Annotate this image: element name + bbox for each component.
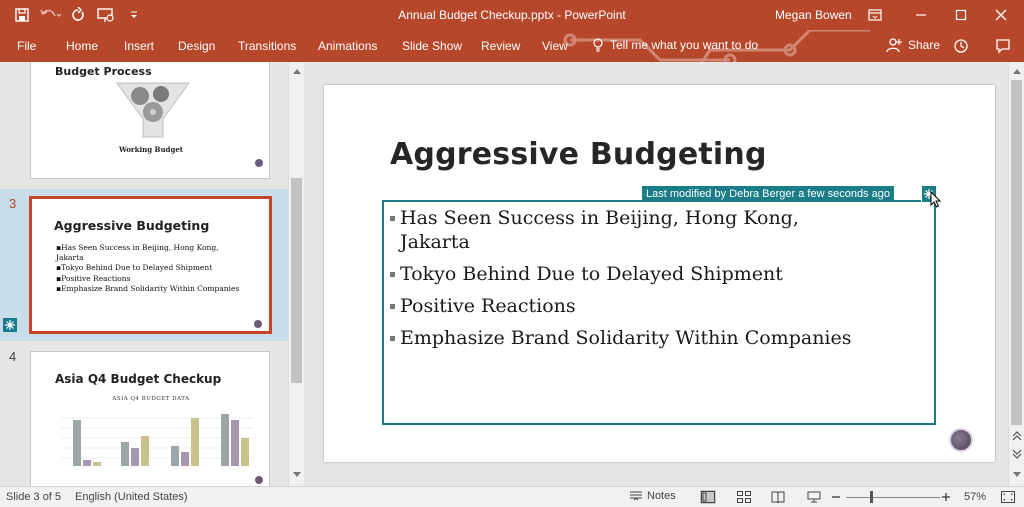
bullet-list [390, 206, 930, 358]
user-name[interactable]: Megan Bowen [775, 8, 852, 22]
bullet-item[interactable]: Tokyo Behind Due to Delayed Shipment [390, 262, 930, 286]
tab-slide-show[interactable]: Slide Show [402, 39, 463, 53]
slide-show-view-button[interactable] [806, 490, 822, 504]
thumbnail-chart-title: ASIA Q4 BUDGET DATA [112, 396, 190, 402]
title-bar [0, 0, 1024, 30]
bullet-textbox[interactable] [382, 200, 936, 425]
thumbnail-title: Budget Process [55, 65, 152, 78]
thumbnail-bullets [56, 243, 266, 294]
scroll-down-arrow[interactable] [289, 468, 304, 482]
save-button[interactable] [10, 5, 34, 25]
fit-to-window-icon [1001, 491, 1015, 503]
slide-thumbnail-3[interactable] [29, 196, 272, 334]
zoom-slider-track[interactable] [846, 497, 940, 498]
scroll-up-arrow[interactable] [289, 64, 304, 78]
status-bar [0, 486, 1024, 507]
slide-editor [304, 62, 1008, 486]
next-slide-button[interactable] [1009, 447, 1024, 461]
thumbnail-badge [255, 476, 263, 484]
maximize-icon [955, 9, 967, 21]
chevron-down-icon [293, 472, 301, 478]
undo-icon [39, 7, 61, 23]
chevron-down-icon [129, 10, 139, 20]
activity-history-button[interactable] [950, 36, 972, 56]
double-chevron-down-icon [1012, 449, 1022, 459]
slide-counter: Slide 3 of 5 [6, 491, 62, 503]
thumbnail-bar-chart [53, 408, 253, 468]
zoom-in-button[interactable] [938, 490, 954, 504]
bullet-item[interactable]: Positive Reactions [390, 294, 930, 318]
thumbnail-bullet: ▪Emphasize Brand Solidarity Within Companies [56, 283, 240, 293]
slideshow-view-icon [807, 491, 821, 503]
lightbulb-icon [592, 38, 604, 52]
slide-sorter-button[interactable] [736, 490, 752, 504]
slide-logo-badge [949, 428, 973, 452]
coauthor-modified-tag: Last modified by Debra Berger a few seconds ago [642, 186, 894, 202]
comments-button[interactable] [992, 36, 1014, 56]
editor-scrollbar[interactable] [1008, 62, 1024, 486]
bullet-item[interactable]: Emphasize Brand Solidarity Within Companies [390, 326, 930, 350]
tab-home[interactable]: Home [66, 39, 99, 53]
person-icon [886, 37, 902, 53]
notes-button[interactable] [630, 490, 676, 502]
scrollbar-thumb[interactable] [1011, 80, 1022, 425]
thumbnail-bullet: ▪Tokyo Behind Due to Delayed Shipment [56, 263, 213, 273]
tab-transitions[interactable]: Transitions [238, 39, 297, 53]
zoom-out-button[interactable] [828, 490, 844, 504]
funnel-caption: Working Budget [118, 145, 184, 154]
language-indicator[interactable]: English (United States) [75, 491, 188, 503]
slideshow-icon [97, 7, 115, 23]
tell-me-search[interactable] [592, 38, 758, 52]
comment-indicator[interactable] [3, 318, 17, 332]
funnel-diagram [113, 79, 193, 145]
thumbnail-badge [254, 320, 262, 328]
chevron-down-icon [1013, 472, 1021, 478]
tell-me-label: Tell me what you want to do [610, 38, 759, 52]
comment-icon [995, 38, 1011, 54]
redo-button[interactable] [66, 5, 90, 25]
mouse-pointer-icon [930, 191, 942, 209]
undo-button[interactable] [38, 5, 62, 25]
fit-to-window-button[interactable] [1000, 490, 1016, 504]
chevron-up-icon [293, 68, 301, 74]
scrollbar-thumb[interactable] [291, 178, 302, 383]
previous-slide-button[interactable] [1009, 429, 1024, 443]
window-title: Annual Budget Checkup.pptx - PowerPoint [398, 8, 626, 22]
save-icon [14, 7, 30, 23]
zoom-level[interactable]: 57% [964, 491, 987, 503]
redo-icon [70, 7, 86, 23]
slide-canvas[interactable] [324, 85, 995, 462]
tab-file[interactable]: File [17, 39, 37, 53]
thumbnail-bullet: ▪Positive Reactions [56, 273, 131, 283]
double-chevron-up-icon [1012, 431, 1022, 441]
history-icon [953, 38, 969, 54]
zoom-slider-thumb[interactable] [870, 491, 873, 503]
normal-view-button[interactable] [700, 490, 716, 504]
thumbnail-badge [255, 159, 263, 167]
ribbon-display-options-button[interactable] [852, 0, 898, 30]
thumbnail-bullet: ▪Has Seen Success in Beijing, Hong Kong, Jakarta [56, 243, 219, 263]
tab-insert[interactable]: Insert [124, 39, 155, 53]
normal-view-icon [701, 491, 715, 503]
close-button[interactable] [978, 0, 1024, 30]
ribbon-tabs [0, 30, 1024, 62]
slide-thumbnail-2[interactable] [30, 62, 270, 179]
quick-access-toolbar [10, 5, 146, 25]
minimize-icon [915, 9, 927, 21]
tab-review[interactable]: Review [481, 39, 521, 53]
minus-icon [831, 492, 841, 502]
slide-title[interactable]: Aggressive Budgeting [390, 137, 767, 172]
thumbnail-scrollbar[interactable] [288, 62, 304, 486]
reading-view-icon [771, 491, 785, 503]
plus-icon [941, 492, 951, 502]
ribbon-options-icon [868, 9, 882, 21]
start-slideshow-button[interactable] [94, 5, 118, 25]
close-icon [995, 9, 1007, 21]
customize-toolbar-button[interactable] [122, 5, 146, 25]
slide-thumbnail-4[interactable] [30, 351, 270, 486]
slide-thumbnail-pane [0, 62, 288, 486]
scroll-up-arrow[interactable] [1009, 64, 1024, 78]
tab-view[interactable]: View [542, 39, 568, 53]
coauthor-icon [5, 320, 15, 330]
thumbnail-title: Aggressive Budgeting [54, 218, 210, 233]
share-label: Share [908, 38, 941, 52]
scroll-down-arrow[interactable] [1009, 468, 1024, 482]
slide-number-3: 3 [9, 196, 17, 211]
notes-label: Notes [647, 490, 676, 502]
share-button[interactable] [886, 37, 940, 53]
slide-sorter-icon [737, 491, 751, 503]
tab-animations[interactable]: Animations [318, 39, 378, 53]
thumbnail-title: Asia Q4 Budget Checkup [55, 372, 222, 386]
tab-design[interactable]: Design [178, 39, 216, 53]
notes-icon [630, 491, 642, 501]
bullet-item[interactable]: Has Seen Success in Beijing, Hong Kong, Jakarta [390, 206, 860, 254]
slide-number-4: 4 [9, 349, 17, 364]
chevron-up-icon [1013, 68, 1021, 74]
reading-view-button[interactable] [770, 490, 786, 504]
